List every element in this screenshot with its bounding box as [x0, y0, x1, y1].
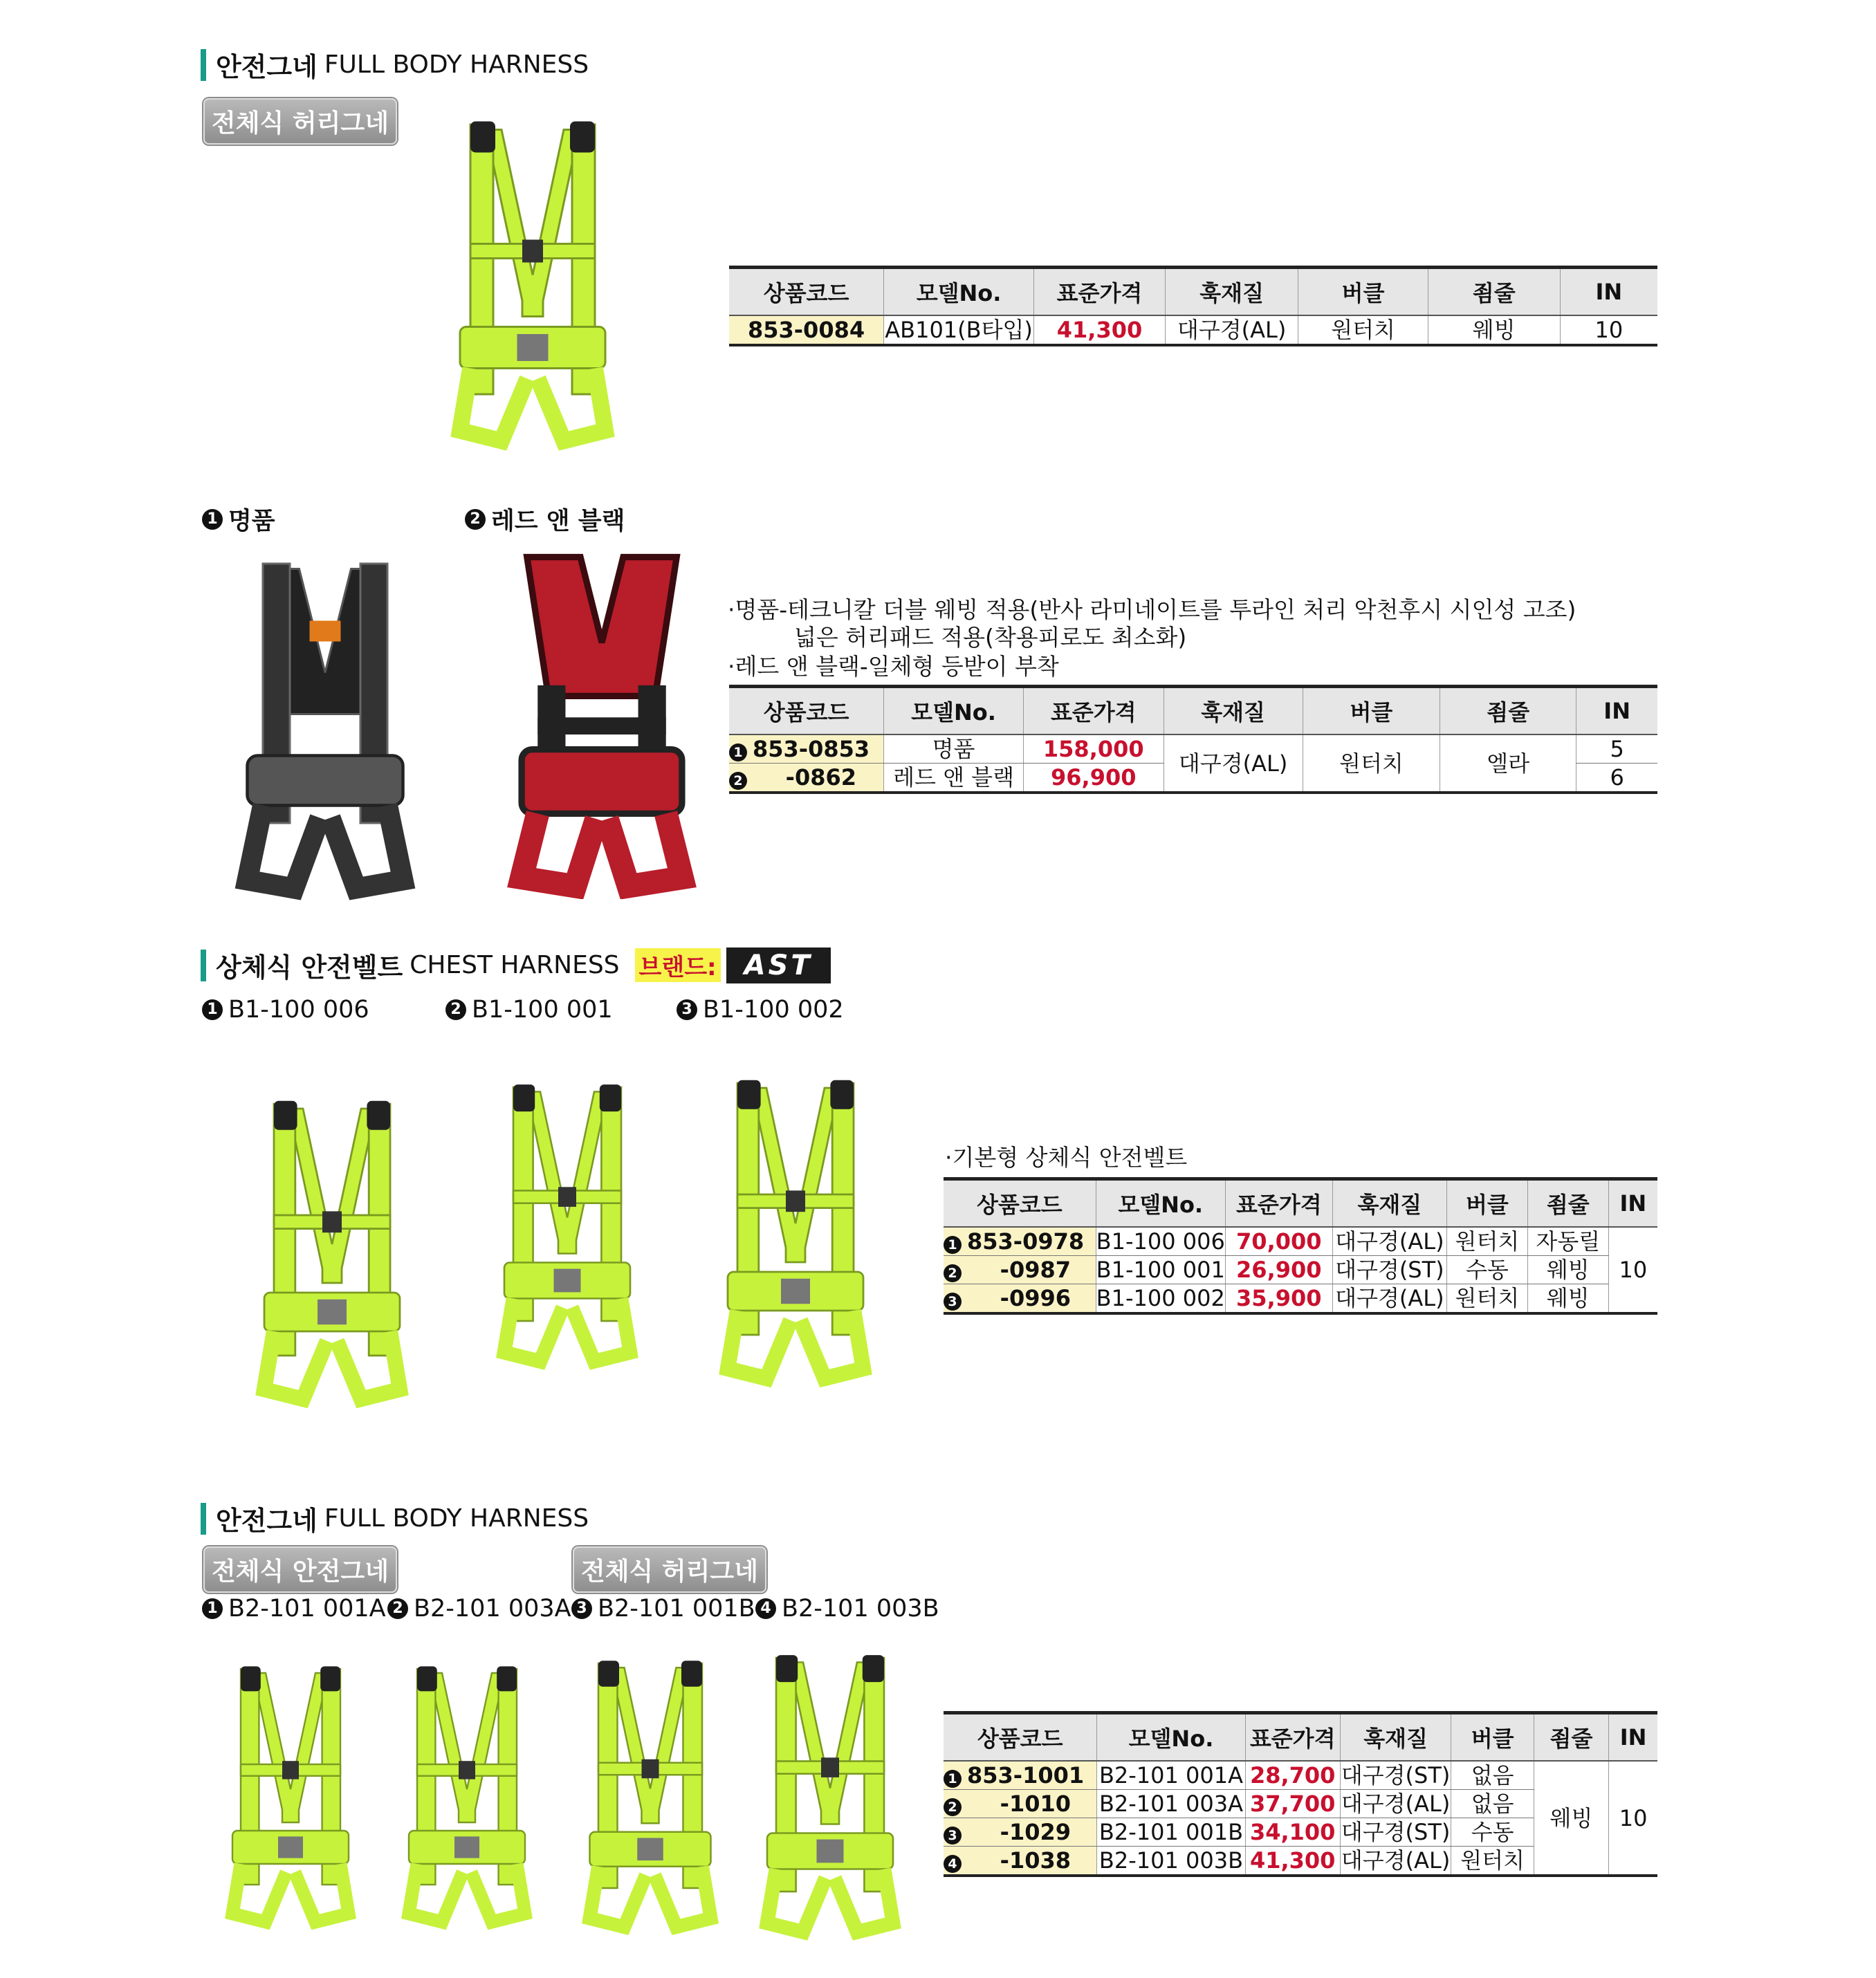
section1-table [729, 266, 1657, 346]
section4-tag-1: 전체식 안전그네 [203, 1546, 397, 1593]
item-label-text: B2-101 003A [414, 1595, 571, 1623]
number-badge: 3 [571, 1598, 592, 1619]
section3-title [201, 946, 831, 984]
section3-title-ko: 상체식 안전벨트 [216, 952, 403, 983]
th-in: IN [1608, 1179, 1657, 1228]
th-lanyard: 죔줄 [1534, 1713, 1608, 1762]
harness-image-b2-101001b [564, 1632, 737, 1971]
number-badge: 1 [202, 509, 223, 530]
note: ·기본형 상체식 안전벨트 [945, 1144, 1188, 1171]
number-badge: 2 [944, 1264, 962, 1282]
lanyard: 웨빙 [1527, 1256, 1608, 1284]
harness-image-b2-101001a [208, 1632, 374, 1971]
item-label-text: B1-100 002 [703, 996, 844, 1024]
table-row [729, 315, 1657, 345]
item-label-2 [387, 1595, 571, 1623]
number-badge: 3 [944, 1827, 962, 1845]
price: 96,900 [1023, 764, 1164, 793]
in-qty: 10 [1608, 1227, 1657, 1313]
product-code [944, 1761, 1097, 1790]
section3-table [944, 1177, 1657, 1315]
lanyard: 엘라 [1440, 734, 1576, 793]
code-text: 853-1001 [967, 1762, 1085, 1788]
number-badge: 1 [729, 743, 747, 761]
model-no: 레드 앤 블랙 [884, 764, 1024, 793]
harness-image-b2-101003a [384, 1632, 550, 1971]
harness-image-b2-101003b [740, 1632, 920, 1971]
code-text: -0996 [1000, 1285, 1071, 1311]
model-no: B2-101 003B [1097, 1847, 1245, 1876]
item-label-1 [202, 1595, 386, 1623]
buckle: 수동 [1446, 1256, 1527, 1284]
product-code [944, 1847, 1097, 1876]
number-badge: 2 [729, 772, 747, 790]
title-bar [201, 49, 206, 81]
title-bar [201, 1503, 206, 1535]
hook-material: 대구경(AL) [1164, 734, 1303, 793]
code-text: -1010 [1000, 1791, 1071, 1817]
code-text: -1029 [1000, 1819, 1071, 1845]
item-label-1 [202, 996, 369, 1024]
th-code: 상품코드 [944, 1179, 1096, 1228]
th-hook: 훅재질 [1165, 268, 1298, 316]
harness-image-b1-100006 [235, 1051, 429, 1466]
price: 158,000 [1023, 734, 1164, 764]
th-hook: 훅재질 [1332, 1179, 1446, 1228]
lanyard: 웨빙 [1527, 1284, 1608, 1314]
th-price: 표준가격 [1225, 1179, 1332, 1228]
brand-logo: AST [726, 948, 831, 983]
number-badge: 3 [677, 999, 697, 1020]
item-label-2 [445, 996, 613, 1024]
product-code: 853-0084 [729, 315, 884, 345]
product-code [944, 1790, 1097, 1818]
lanyard: 웨빙 [1534, 1761, 1608, 1876]
item-label-text: B2-101 003B [782, 1595, 939, 1623]
product-code [729, 764, 884, 793]
item-label-text: 명품 [228, 508, 275, 535]
buckle: 원터치 [1446, 1227, 1527, 1256]
buckle: 원터치 [1303, 734, 1440, 793]
price: 41,300 [1034, 315, 1166, 345]
hook-material: 대구경(ST) [1341, 1819, 1451, 1845]
th-price: 표준가격 [1034, 268, 1166, 316]
number-badge: 2 [944, 1798, 962, 1816]
hook-material: 대구경(AL) [1340, 1847, 1451, 1876]
in-qty: 5 [1576, 734, 1657, 764]
model-no: B2-101 003A [1097, 1790, 1245, 1818]
model-no: AB101(B타입) [884, 315, 1034, 345]
section1-tag: 전체식 허리그네 [203, 98, 397, 145]
product-code [944, 1227, 1096, 1256]
th-lanyard: 죔줄 [1527, 1179, 1608, 1228]
brand-label: 브랜드: [635, 948, 721, 982]
th-hook: 훅재질 [1340, 1713, 1451, 1762]
buckle: 원터치 [1446, 1284, 1527, 1314]
th-model: 모델No. [884, 687, 1024, 735]
price: 34,100 [1245, 1818, 1340, 1847]
section1-title-en: FULL BODY HARNESS [324, 50, 589, 79]
price: 37,700 [1245, 1790, 1340, 1818]
harness-image-premium [221, 546, 429, 913]
th-hook: 훅재질 [1164, 687, 1303, 735]
hook-material: 대구경(AL) [1165, 315, 1298, 345]
section2-table [729, 685, 1657, 794]
th-buckle: 버클 [1298, 268, 1428, 316]
number-badge: 3 [944, 1293, 962, 1311]
in-qty: 10 [1609, 1761, 1657, 1876]
price: 70,000 [1225, 1227, 1332, 1256]
buckle: 없음 [1451, 1761, 1534, 1790]
th-buckle: 버클 [1451, 1713, 1534, 1762]
harness-image-red-black [488, 546, 716, 899]
section4-tag-2: 전체식 허리그네 [573, 1546, 766, 1593]
price: 35,900 [1225, 1284, 1332, 1314]
table-row [729, 734, 1657, 764]
section1-title [201, 46, 589, 84]
note-2: 넓은 허리패드 적용(착용피로도 최소화) [794, 624, 1187, 651]
th-lanyard: 죔줄 [1428, 268, 1560, 316]
table-row [944, 1761, 1657, 1790]
price: 26,900 [1225, 1256, 1332, 1284]
product-code [944, 1284, 1096, 1314]
model-no: B1-100 006 [1096, 1228, 1225, 1255]
number-badge: 4 [944, 1855, 962, 1873]
th-in: IN [1609, 1713, 1657, 1762]
product-code [729, 734, 884, 764]
title-bar [201, 950, 206, 981]
buckle: 수동 [1451, 1818, 1534, 1847]
model-no: B2-101 001B [1097, 1818, 1245, 1847]
th-price: 표준가격 [1023, 687, 1164, 735]
code-text: -1038 [1000, 1847, 1071, 1874]
th-buckle: 버클 [1446, 1179, 1527, 1228]
harness-image-b1-100001 [477, 1051, 657, 1411]
th-buckle: 버클 [1303, 687, 1440, 735]
hook-material: 대구경(AL) [1332, 1227, 1446, 1256]
table-row [944, 1256, 1657, 1284]
model-no: B2-101 001A [1097, 1761, 1245, 1790]
section3-title-en: CHEST HARNESS [410, 951, 620, 979]
item-label-text: B2-101 001B [598, 1595, 755, 1623]
buckle: 원터치 [1298, 315, 1428, 345]
model-no: B1-100 001 [1096, 1257, 1225, 1283]
th-model: 모델No. [1097, 1713, 1245, 1762]
price: 28,700 [1245, 1761, 1340, 1790]
section4-table [944, 1711, 1657, 1877]
number-badge: 4 [755, 1598, 776, 1619]
item-label-3 [571, 1595, 755, 1623]
number-badge: 2 [465, 509, 486, 530]
th-code: 상품코드 [729, 268, 884, 316]
number-badge: 2 [445, 999, 466, 1020]
th-in: IN [1576, 687, 1657, 735]
item-label-text: 레드 앤 블랙 [491, 508, 625, 535]
item-label-text: B2-101 001A [228, 1595, 386, 1623]
th-price: 표준가격 [1245, 1713, 1340, 1762]
th-code: 상품코드 [944, 1713, 1097, 1762]
item-label-2 [465, 502, 625, 537]
item-label-text: B1-100 001 [472, 996, 613, 1024]
th-lanyard: 죔줄 [1440, 687, 1576, 735]
note-3: ·레드 앤 블랙-일체형 등받이 부착 [728, 653, 1059, 680]
harness-image-b1-100002 [699, 1051, 892, 1425]
code-text: 853-0853 [753, 736, 870, 762]
number-badge: 1 [202, 999, 223, 1020]
item-label-text: B1-100 006 [228, 996, 369, 1024]
in-qty: 6 [1576, 764, 1657, 793]
buckle: 원터치 [1451, 1847, 1534, 1876]
lanyard: 웨빙 [1428, 315, 1560, 345]
hook-material: 대구경(ST) [1341, 1762, 1451, 1788]
model-no: 명품 [884, 734, 1024, 764]
item-label-4 [755, 1595, 939, 1623]
th-code: 상품코드 [729, 687, 884, 735]
section4-title-ko: 안전그네 [216, 1506, 318, 1536]
hook-material: 대구경(AL) [1341, 1791, 1451, 1817]
lanyard: 자동릴 [1527, 1227, 1608, 1256]
code-text: 853-0978 [967, 1228, 1085, 1255]
number-badge: 2 [387, 1598, 408, 1619]
number-badge: 1 [944, 1236, 962, 1254]
hook-material: 대구경(ST) [1332, 1256, 1446, 1284]
section4-title [201, 1499, 589, 1537]
section1-title-ko: 안전그네 [216, 52, 318, 82]
code-text: -0987 [1000, 1257, 1071, 1283]
harness-image-ab101 [429, 111, 636, 470]
note-1: ·명품-테크니칼 더블 웨빙 적용(반사 라미네이트를 투라인 처리 악천후시 시인성 고조) [728, 596, 1576, 623]
th-in: IN [1560, 268, 1657, 316]
section4-title-en: FULL BODY HARNESS [324, 1504, 589, 1533]
product-code [944, 1818, 1097, 1847]
model-no: B1-100 002 [1096, 1284, 1225, 1314]
number-badge: 1 [944, 1770, 962, 1788]
table-row [944, 1284, 1657, 1314]
in-qty: 10 [1560, 315, 1657, 345]
item-label-1 [202, 502, 275, 537]
th-model: 모델No. [884, 268, 1034, 316]
product-code [944, 1256, 1096, 1284]
buckle: 없음 [1451, 1790, 1534, 1818]
hook-material: 대구경(AL) [1332, 1284, 1446, 1314]
item-label-3 [677, 996, 844, 1024]
table-row [944, 1227, 1657, 1256]
price: 41,300 [1245, 1847, 1340, 1876]
th-model: 모델No. [1096, 1179, 1225, 1228]
code-text: -0862 [785, 764, 856, 791]
number-badge: 1 [202, 1598, 223, 1619]
